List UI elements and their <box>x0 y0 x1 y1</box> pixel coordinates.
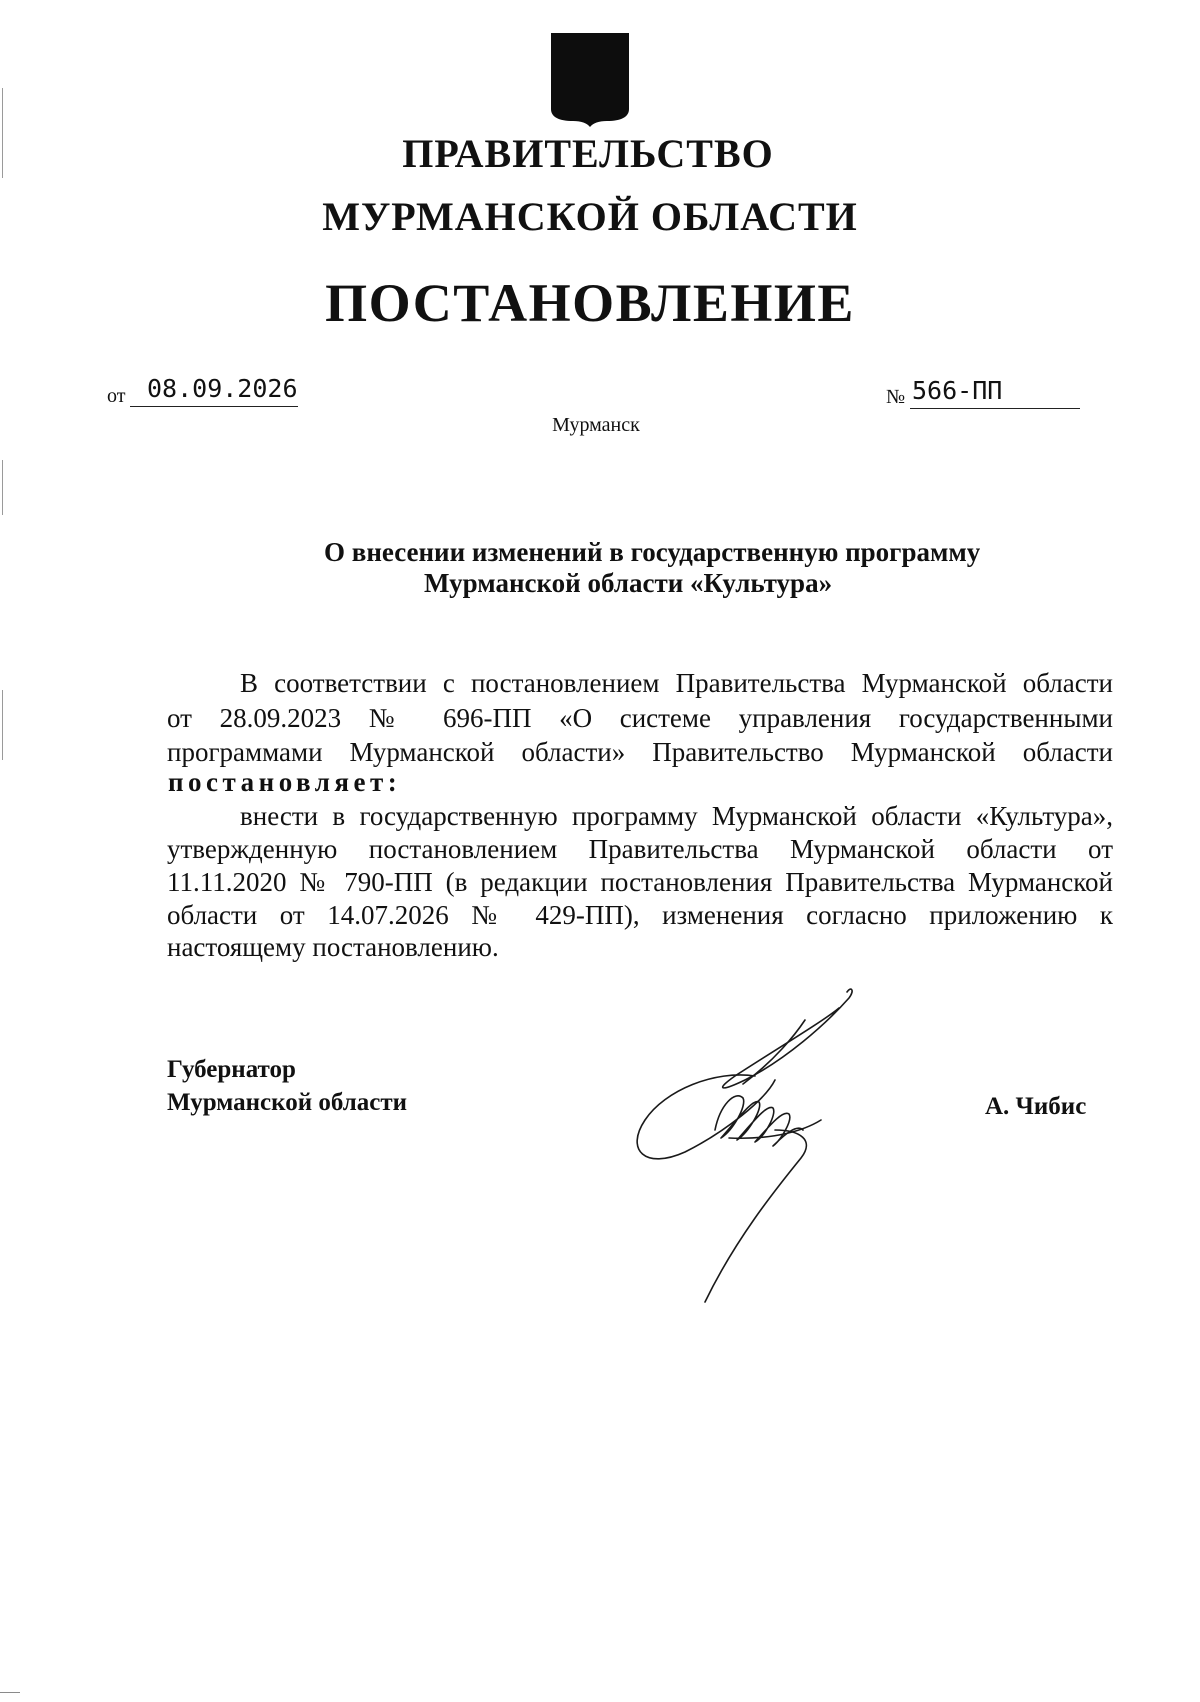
government-name-line1: ПРАВИТЕЛЬСТВО <box>402 131 774 176</box>
body-paragraph1-line2: от 28.09.2023 № 696-ПП «О системе управления государственными <box>167 703 1113 733</box>
scan-margin-mark <box>2 690 3 760</box>
number-label: № <box>886 386 906 408</box>
signatory-position-line2: Мурманской области <box>167 1089 408 1116</box>
scan-margin-mark <box>2 460 3 515</box>
resolves-word: постановляет: <box>168 767 402 797</box>
signatory-name: А. Чибис <box>985 1093 1087 1120</box>
date-label: от <box>107 385 126 407</box>
scan-edge-mark <box>0 1692 20 1693</box>
coat-of-arms-icon <box>551 33 629 128</box>
signatory-position-line1: Губернатор <box>167 1056 296 1083</box>
city-name: Мурманск <box>552 414 640 436</box>
body-paragraph2-line3: 11.11.2020 № 790-ПП (в редакции постановления Правительства Мурманской <box>167 867 1113 897</box>
date-value: 08.09.2026 <box>147 374 298 403</box>
body-paragraph2-line1: внести в государственную программу Мурманской области «Культура», <box>240 801 1113 831</box>
body-paragraph2-line4: области от 14.07.2026 № 429-ПП), изменения согласно приложению к <box>167 900 1113 930</box>
body-paragraph1-line3: программами Мурманской области» Правительство Мурманской области <box>167 737 1113 767</box>
body-paragraph2-line2: утвержденную постановлением Правительства Мурманской области от <box>167 834 1113 864</box>
number-underline <box>910 408 1080 409</box>
body-paragraph2-line5: настоящему постановлению. <box>167 932 499 962</box>
handwritten-signature <box>625 980 885 1310</box>
body-paragraph1-line1: В соответствии с постановлением Правительства Мурманской области <box>240 668 1113 698</box>
number-value: 566-ПП <box>912 376 1003 405</box>
document-title-line2: Мурманской области «Культура» <box>424 568 833 598</box>
document-type-heading: ПОСТАНОВЛЕНИЕ <box>325 273 855 333</box>
government-name-line2: МУРМАНСКОЙ ОБЛАСТИ <box>322 194 858 239</box>
document-title-line1: О внесении изменений в государственную программу <box>324 537 981 567</box>
date-underline <box>130 406 298 407</box>
